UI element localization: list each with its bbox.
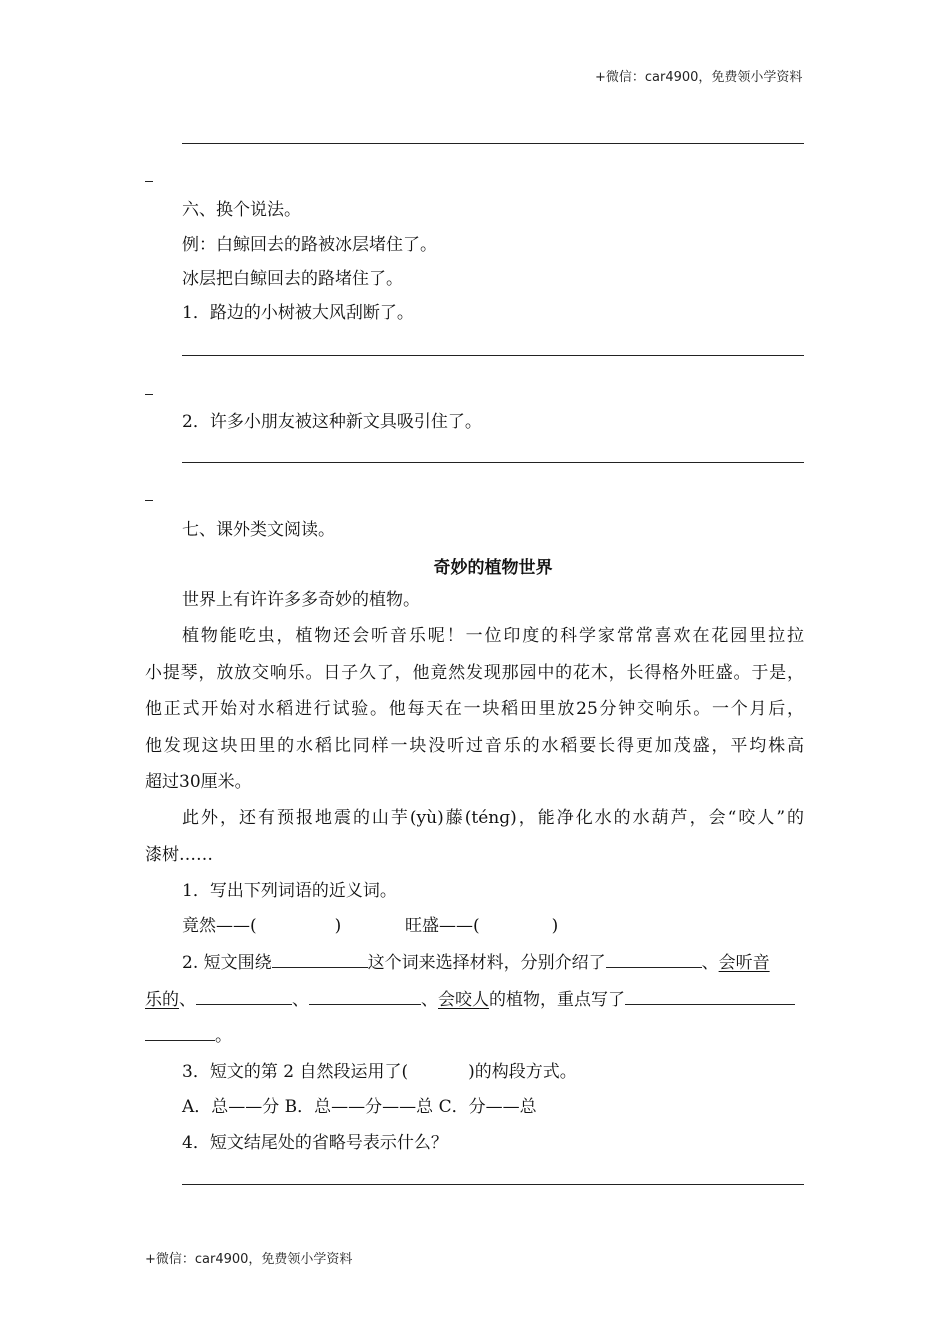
question-1: 1．写出下列词语的近义词。: [182, 881, 397, 901]
blank-field[interactable]: [606, 951, 702, 968]
article-paragraph-2-line-1: 植物能吃虫，植物还会听音乐呢！一位印度的科学家常常喜欢在花园里拉拉: [182, 626, 804, 646]
question-3: 3．短文的第 2 自然段运用了( )的构段方式。: [182, 1062, 577, 1082]
blank-field[interactable]: [145, 1024, 215, 1041]
question-3-options: A．总——分 B．总——分——总 C．分——总: [182, 1097, 537, 1117]
question-2-line-2: 乐的、 、 、会咬人的植物，重点写了: [145, 988, 795, 1011]
section6-heading: 六、换个说法。: [182, 200, 301, 220]
article-paragraph-3-line-1: 此外，还有预报地震的山芋(yù)藤(ténɡ)，能净化水的水葫芦，会“咬人”的: [182, 808, 804, 828]
answer-line-tail: [145, 500, 153, 501]
article-paragraph-2-line-5: 超过30厘米。: [145, 772, 252, 792]
question-1-item-2: 旺盛——( ): [405, 916, 559, 936]
article-paragraph-2-line-4: 他发现这块田里的水稻比同样一块没听过音乐的水稻要长得更加茂盛，平均株高: [145, 736, 804, 756]
answer-line-tail: [145, 394, 153, 395]
section6-question-2: 2．许多小朋友被这种新文具吸引住了。: [182, 412, 482, 432]
answer-line: [182, 462, 804, 463]
section7-heading: 七、课外类文阅读。: [182, 520, 335, 540]
section6-example-answer: 冰层把白鲸回去的路堵住了。: [182, 269, 403, 289]
answer-line: [182, 143, 804, 144]
question-4: 4．短文结尾处的省略号表示什么？: [182, 1133, 448, 1153]
blank-field[interactable]: [309, 988, 421, 1005]
blank-field[interactable]: [272, 951, 368, 968]
article-title: 奇妙的植物世界: [433, 558, 553, 578]
question-1-item-1: 竟然——( ): [182, 916, 342, 936]
article-paragraph-2-line-2: 小提琴，放放交响乐。日子久了，他竟然发现那园中的花木，长得格外旺盛。于是，: [145, 663, 804, 683]
question-2-line-3: 。: [145, 1024, 232, 1047]
section6-example: 例：白鲸回去的路被冰层堵住了。: [182, 235, 437, 255]
answer-line: [182, 355, 804, 356]
article-paragraph-2-line-3: 他正式开始对水稻进行试验。他每天在一块稻田里放25分钟交响乐。一个月后，: [145, 699, 804, 719]
section6-question-1: 1．路边的小树被大风刮断了。: [182, 303, 414, 323]
header-note: +微信：car4900，免费领小学资料: [595, 70, 803, 85]
question-2-line-1: 2. 短文围绕 这个词来选择材料，分别介绍了 、会听音: [182, 953, 770, 973]
answer-line-tail: [145, 181, 153, 182]
blank-field[interactable]: [625, 988, 795, 1005]
article-paragraph-1: 世界上有许许多多奇妙的植物。: [182, 590, 420, 610]
footer-note: +微信：car4900，免费领小学资料: [145, 1252, 353, 1267]
blank-field[interactable]: [196, 988, 292, 1005]
answer-line: [182, 1184, 804, 1185]
article-paragraph-3-line-2: 漆树……: [145, 845, 213, 865]
